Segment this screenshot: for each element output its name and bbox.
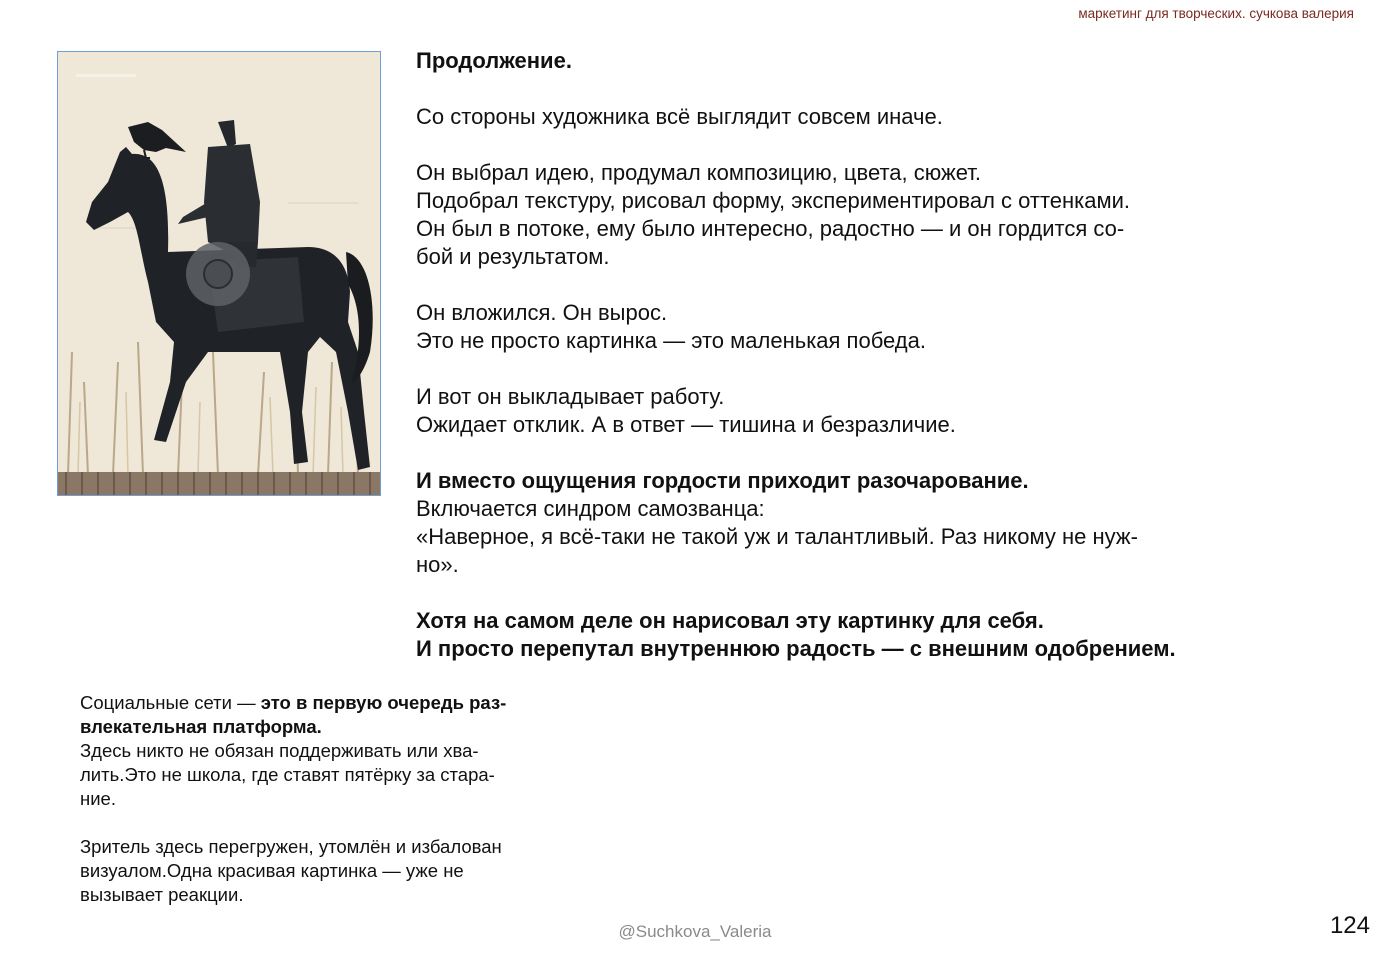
paragraph-line: Подобрал текстуру, рисовал форму, экспериментировал с оттенками.	[416, 188, 1131, 213]
paragraph-line: Со стороны художника всё выглядит совсем иначе.	[416, 104, 943, 129]
side-bold-line: влекательная платформа.	[80, 716, 322, 737]
paragraph-line: Он выбрал идею, продумал композицию, цвета, сюжет.	[416, 160, 981, 185]
paragraph-line: бой и результатом.	[416, 244, 610, 269]
paragraph-line: Ожидает отклик. А в ответ — тишина и безразличие.	[416, 412, 956, 437]
emphasis-line: И просто перепутал внутреннюю радость — с внешним одобрением.	[416, 636, 1176, 661]
paragraph-line: Он был в потоке, ему было интересно, радостно — и он гордится со-	[416, 216, 1125, 241]
side-line: Зритель здесь перегружен, утомлён и избалован	[80, 836, 502, 857]
side-line	[80, 691, 580, 715]
side-line: лить.Это не школа, где ставят пятёрку за стара-	[80, 764, 495, 785]
emphasis-line: И вместо ощущения гордости приходит разочарование.	[416, 468, 1029, 493]
paragraph-line: И вот он выкладывает работу.	[416, 384, 725, 409]
paragraph-line: но».	[416, 552, 459, 577]
paragraph-line: Это не просто картинка — это маленькая победа.	[416, 328, 926, 353]
section-heading: Продолжение.	[416, 48, 572, 73]
emphasis-line: Хотя на самом деле он нарисовал эту картинку для себя.	[416, 608, 1044, 633]
main-text	[416, 47, 1276, 691]
paragraph-line: Включается синдром самозванца:	[416, 496, 765, 521]
side-line: визуалом.Одна красивая картинка — уже не	[80, 860, 464, 881]
side-normal-text: Социальные сети —	[80, 692, 261, 713]
page-number: 124	[1329, 912, 1370, 939]
side-line: Здесь никто не обязан поддерживать или хва-	[80, 740, 479, 761]
author-handle: @Suchkova_Valeria	[618, 922, 772, 941]
paragraph-line: Он вложился. Он вырос.	[416, 300, 668, 325]
paragraph-line: «Наверное, я всё-таки не такой уж и талантливый. Раз никому не нуж-	[416, 524, 1138, 549]
side-note	[80, 691, 580, 931]
side-bold-text: это в первую очередь раз-	[260, 692, 507, 713]
side-line: вызывает реакции.	[80, 884, 244, 905]
header-title: маркетинг для творческих. сучкова валерия	[1078, 6, 1354, 21]
side-line: ние.	[80, 788, 116, 809]
horse-rider-illustration	[57, 51, 381, 496]
